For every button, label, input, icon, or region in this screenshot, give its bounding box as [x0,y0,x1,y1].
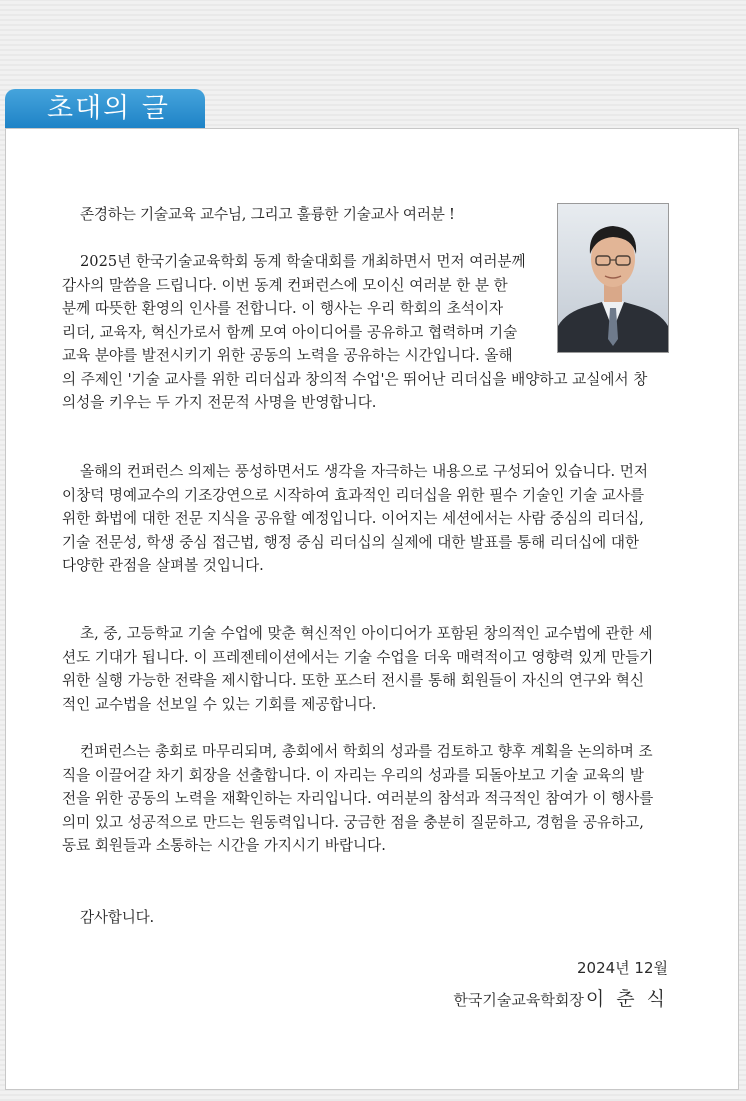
paragraph-line: 감사의 말씀을 드립니다. 이번 동계 컨퍼런스에 모이신 여러분 한 분 한 [62,276,508,294]
paragraph-line: 의 주제인 '기술 교사를 위한 리더십과 창의적 수업'은 뛰어난 리더십을 배양하고 교실에서 창 [62,370,648,388]
paragraph-line: 분께 따뜻한 환영의 인사를 전합니다. 이 행사는 우리 학회의 초석이자 [62,300,504,317]
paragraph-line: 교육 분야를 발전시키기 위한 공동의 노력을 공유하는 시간입니다. 올해 [62,347,513,364]
paragraph-line: 직을 이끌어갈 차기 회장을 선출합니다. 이 자리는 우리의 성과를 되돌아보고 기술 교육의 발 [62,766,644,784]
paragraph-2 [62,460,670,578]
paragraph-line: 의미 있고 성공적으로 만드는 원동력입니다. 궁금한 점을 충분히 질문하고, 경험을 공유하고, [62,813,644,831]
paragraph-line: 다양한 관점을 살펴볼 것입니다. [62,557,264,574]
paragraph-3 [62,622,670,716]
paragraph-line: 위한 실행 가능한 전략을 제시합니다. 또한 포스터 전시를 통해 회원들이 자신의 연구와 혁신 [62,672,644,689]
paragraph-line: 초, 중, 고등학교 기술 수업에 맞춘 혁신적인 아이디어가 포함된 창의적인 교수법에 관한 세 [80,625,653,642]
paragraph-line: 위한 화법에 대한 전문 지식을 공유할 예정입니다. 이어지는 세션에서는 사람 중심의 리더십, [62,510,644,527]
paragraph-line: 적인 교수법을 선보일 수 있는 기회를 제공합니다. [62,695,377,713]
paragraph-line: 리더, 교육자, 혁신가로서 함께 모여 아이디어를 공유하고 협력하며 기술 [62,323,518,341]
paragraph-line: 동료 회원들과 소통하는 시간을 가지시기 바랍니다. [62,837,386,854]
paragraph-line: 션도 기대가 됩니다. 이 프레젠테이션에서는 기술 수업을 더욱 매력적이고 영향력 있게 만들기 [62,648,654,666]
paragraph-line: 컨퍼런스는 총회로 마무리되며, 총회에서 학회의 성과를 검토하고 향후 계획을 논의하며 조 [80,743,653,760]
signature-name: 이 춘 식 [585,988,668,1010]
paragraph-line: 전을 위한 공동의 노력을 재확인하는 자리입니다. 여러분의 참석과 적극적인 참여가 이 행사를 [62,790,654,807]
paragraph-line: 올해의 컨퍼런스 의제는 풍성하면서도 생각을 자극하는 내용으로 구성되어 있습니다. 먼저 [80,463,649,480]
signature-organization: 한국기술교육학회장 [453,991,584,1009]
paragraph-line: 이창덕 명예교수의 기조강연으로 시작하여 효과적인 리더십을 위한 필수 기술인 기술 교사를 [62,486,645,504]
letter-date: 2024년 12월 [576,959,668,977]
greeting-line: 존경하는 기술교육 교수님, 그리고 훌륭한 기술교사 여러분 ! [80,206,455,223]
paragraph-line: 2025년 한국기술교육학회 동계 학술대회를 개최하면서 먼저 여러분께 [80,253,526,270]
section-title: 초대의 글 [47,93,170,124]
paragraph-4 [62,740,670,858]
section-title-tab [5,89,205,129]
paragraph-line: 기술 전문성, 학생 중심 접근법, 행정 중심 리더십의 실제에 대한 발표를 통해 리더십에 대한 [62,533,640,551]
closing-line: 감사합니다. [80,909,154,926]
paragraph-1 [62,250,670,415]
signature [453,984,668,1011]
paragraph-line: 의성을 키우는 두 가지 전문적 사명을 반영합니다. [62,394,377,411]
